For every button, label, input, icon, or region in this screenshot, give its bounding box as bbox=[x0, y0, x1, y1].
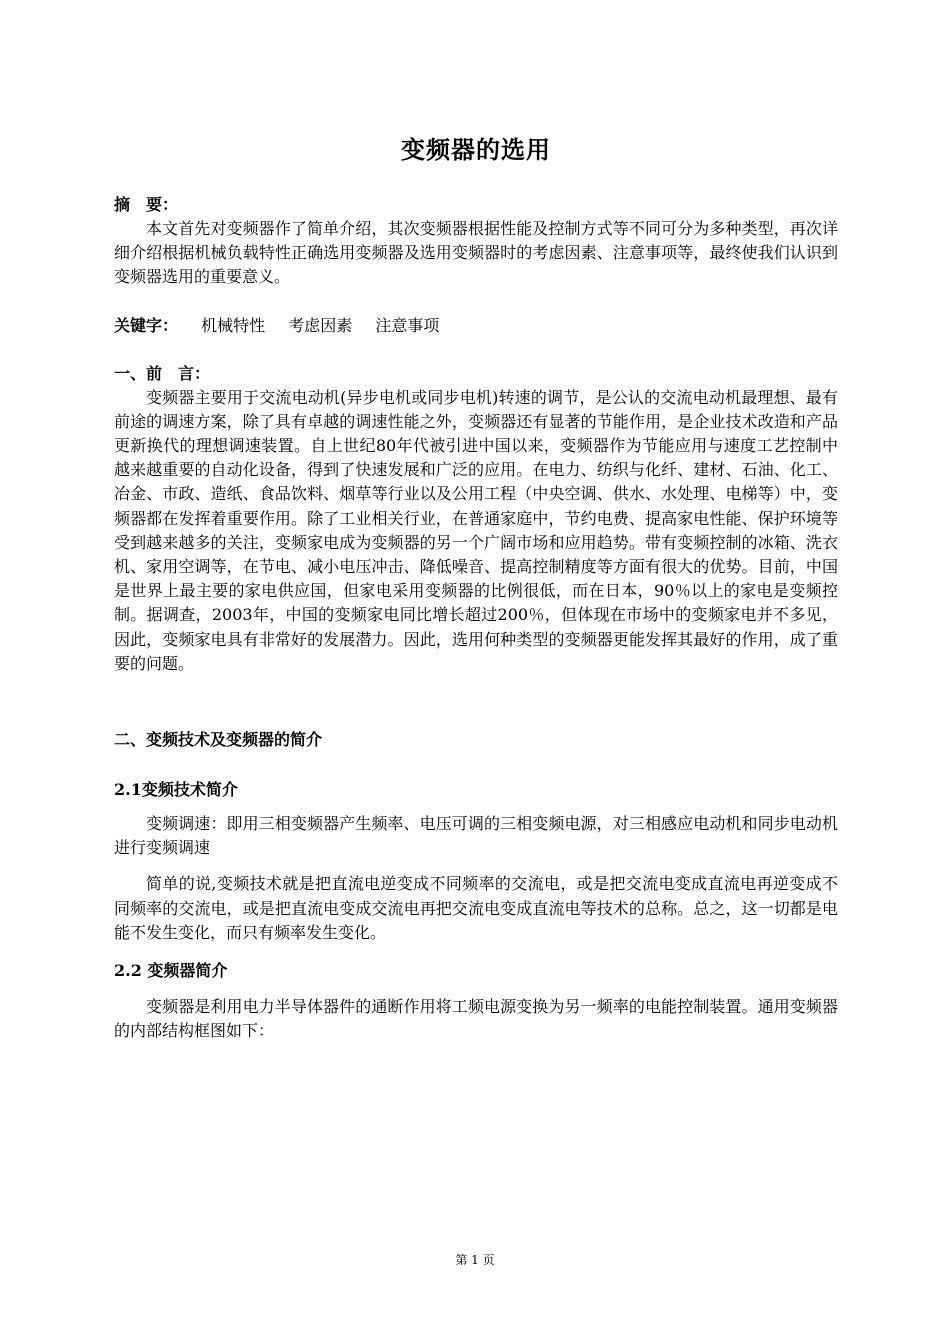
section-heading-preface: 一、前 言： bbox=[114, 363, 211, 383]
paragraph-2-2-a: 变频器是利用电力半导体器件的通断作用将工频电源变换为另一频率的电能控制装置。通用变频器的内部结构框图如下： bbox=[114, 997, 838, 1041]
abstract-label: 摘 要： bbox=[114, 195, 179, 214]
abstract-text: 本文首先对变频器作了简单介绍，其次变频器根据性能及控制方式等不同可分为多种类型，再次详细介绍根据机械负载特性正确选用变频器及选用变频器时的考虑因素、注意事项等，最终使我们认识到变频器选用的重要意义。 bbox=[114, 219, 838, 287]
keyword-item: 机械特性 bbox=[201, 315, 266, 335]
paragraph-2-1-b: 简单的说,变频技术就是把直流电逆变成不同频率的交流电，或是把交流电变成直流电再逆变成不同频率的交流电，或是把直流电变成交流电再把交流电变成直流电等技术的总称。总之，这一切都是电能不发生变化，而只有频率发生变化。 bbox=[114, 874, 838, 942]
keywords-line bbox=[114, 314, 838, 338]
section-heading-intro: 二、变频技术及变频器的简介 bbox=[114, 730, 323, 750]
keyword-item: 注意事项 bbox=[375, 315, 440, 335]
document-body bbox=[114, 130, 838, 1043]
document-title: 变频器的选用 bbox=[401, 135, 551, 164]
keywords-label: 关键字： bbox=[114, 315, 179, 335]
subsection-heading-2-2: 2.2 变频器简介 bbox=[114, 961, 228, 981]
preface-text: 变频器主要用于交流电动机(异步电机或同步电机)转速的调节，是公认的交流电动机最理想、最有前途的调速方案，除了具有卓越的调速性能之外，变频器还有显著的节能作用，是企业技术改造和产品更新换代的理想调速装置。自上世纪80年代被引进中国以来，变频器作为节能应用与速度工艺控制中越来越重要的自动化设备，得到了快速发展和广泛的应用。在电力、纺织与化纤、建材、石油、化工、冶金、市政、造纸、食品饮料、烟草等行业以及公用工程（中央空调、供水、水处理、电梯等）中，变频器都在发挥着重要作用。除了工业相关行业，在普通家庭中，节约电费、提高家电性能、保护环境等受到越来越多的关注，变频家电成为变频器的另一个广阔市场和应用趋势。带有变频控制的冰箱、洗衣机、家用空调等，在节电、减小电压冲击、降低噪音、提高控制精度等方面有很大的优势。目前，中国是世界上最主要的家电供应国，但家电采用变频器的比例很低，而在日本，90％以上的家电是变频控制。据调查，2003年，中国的变频家电同比增长超过200％，但体现在市场中的变频家电并不多见，因此，变频家电具有非常好的发展潜力。因此，选用何种类型的变频器更能发挥其最好的作用，成了重要的问题。 bbox=[114, 387, 838, 673]
paragraph-2-1-a: 变频调速：即用三相变频器产生频率、电压可调的三相变频电源，对三相感应电动机和同步电动机进行变频调速 bbox=[114, 814, 838, 858]
page-number: 第 1 页 bbox=[455, 1253, 495, 1267]
keyword-item: 考虑因素 bbox=[288, 315, 353, 335]
subsection-heading-2-1: 2.1变频技术简介 bbox=[114, 780, 238, 800]
